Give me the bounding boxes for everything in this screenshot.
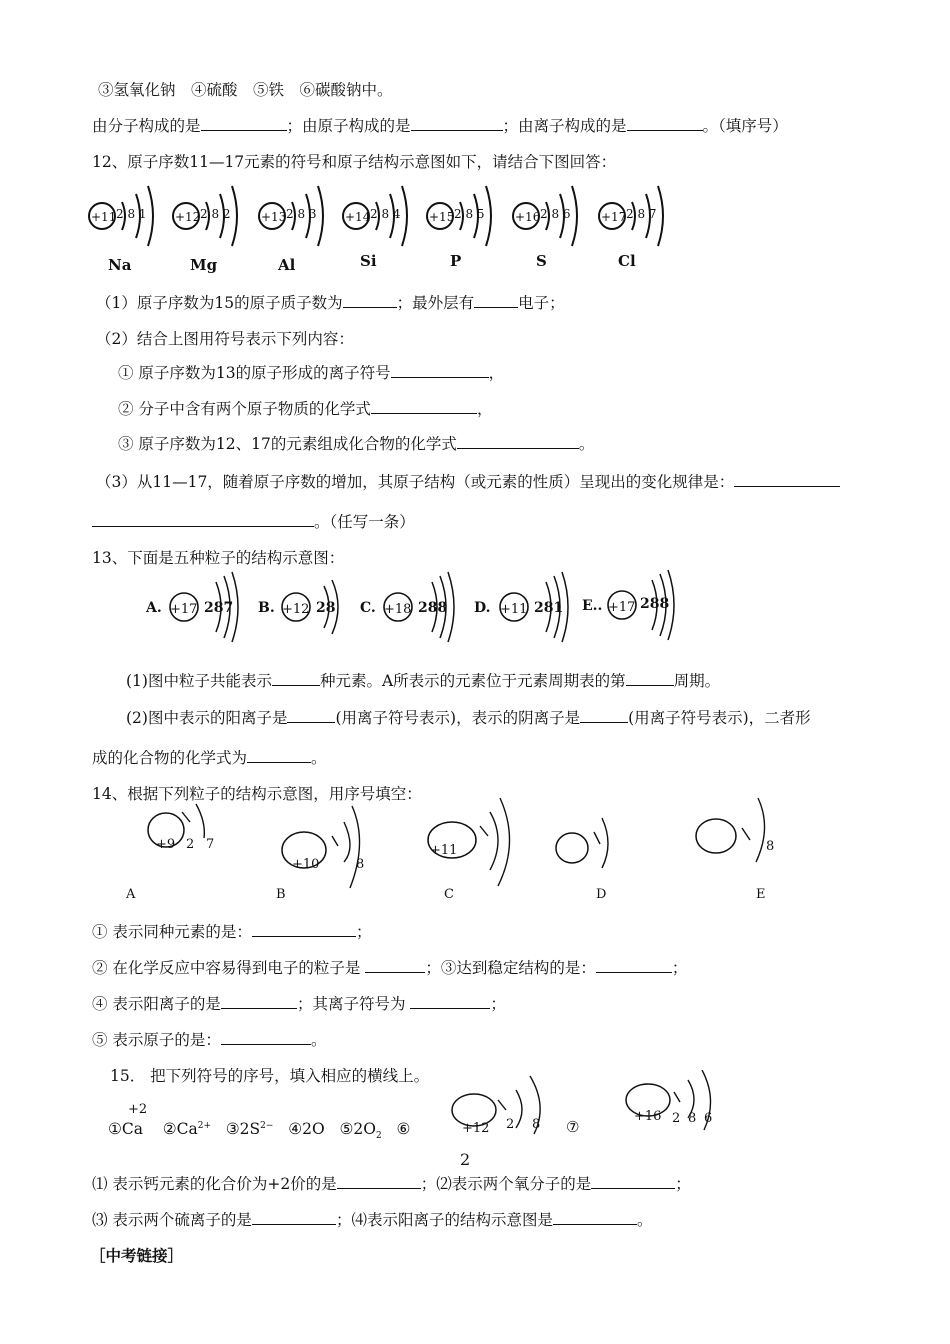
- nucleus-label: +11: [91, 210, 117, 224]
- svg-text:+12: +12: [462, 1121, 490, 1136]
- atom-na: [89, 186, 153, 274]
- text: 成的化合物的化学式为: [92, 749, 248, 767]
- text: （3）从11—17，随着原子序数的增加，其原子结构（或元素的性质）呈现出的变化规律是：: [96, 473, 735, 491]
- symbol-3: ③2S: [225, 1120, 261, 1138]
- text: ；⑵表示两个氧分子的是: [420, 1175, 592, 1193]
- svg-text:2: 2: [672, 1111, 681, 1126]
- page-number: 2: [460, 1150, 471, 1169]
- text: ；其离子符号为: [296, 995, 411, 1013]
- svg-text:2: 2: [506, 1117, 515, 1132]
- q13-p2: [126, 706, 811, 728]
- valence-mark: +2: [128, 1102, 148, 1117]
- svg-text:8: 8: [532, 1117, 541, 1132]
- particle-c: [360, 572, 454, 642]
- text: ；⑷表示阳离子的结构示意图是: [335, 1211, 553, 1229]
- symbol-2-charge: 2+: [197, 1120, 211, 1131]
- text: 。: [636, 1211, 653, 1229]
- answer-blank[interactable]: [343, 293, 397, 308]
- q15-diagrams: [448, 1070, 728, 1160]
- answer-blank[interactable]: [734, 472, 840, 487]
- option-line: ③氢氧化钠 ④硫酸 ⑤铁 ⑥碳酸钠中。: [98, 81, 393, 99]
- svg-text:2 8 3: 2 8 3: [286, 207, 317, 221]
- structure-question: [92, 114, 788, 136]
- answer-blank[interactable]: [553, 1210, 637, 1225]
- svg-text:+16: +16: [634, 1109, 662, 1124]
- svg-text:+11: +11: [500, 602, 528, 617]
- q12-p2: （2）结合上图用符号表示下列内容：: [96, 330, 354, 348]
- atom-si: [343, 186, 407, 270]
- text: (用离子符号表示)，二者形: [628, 709, 811, 727]
- text: ；: [490, 995, 506, 1013]
- answer-blank[interactable]: [92, 512, 314, 527]
- answer-blank[interactable]: [410, 994, 490, 1009]
- shell-electrons: 2 8 1: [116, 207, 147, 221]
- svg-text:287: 287: [204, 600, 234, 616]
- svg-text:8: 8: [766, 839, 775, 854]
- text: ⑶ 表示两个硫离子的是: [92, 1211, 252, 1229]
- option-label: E: [756, 887, 766, 902]
- answer-blank[interactable]: [337, 1174, 421, 1189]
- symbol-2: ②Ca: [162, 1120, 198, 1138]
- text: 。: [310, 1031, 327, 1049]
- svg-text:+11: +11: [430, 843, 458, 858]
- svg-text:Al: Al: [278, 256, 296, 274]
- q14-q4: [92, 992, 506, 1014]
- atom-al: [259, 186, 323, 274]
- q15-diagram-6: [452, 1076, 540, 1136]
- symbol-6: ⑥: [396, 1120, 411, 1138]
- answer-blank[interactable]: [627, 116, 703, 131]
- text: ⑤ 表示原子的是：: [92, 1031, 221, 1049]
- svg-text:28: 28: [316, 600, 336, 616]
- particle-diagrams-q14: [110, 792, 810, 904]
- q14-q2: [92, 956, 687, 978]
- svg-text:+15: +15: [429, 210, 455, 224]
- q14-q5: [92, 1028, 326, 1050]
- svg-text:+16: +16: [515, 210, 541, 224]
- answer-blank[interactable]: [411, 116, 503, 131]
- svg-text:S: S: [536, 252, 547, 270]
- text: (1)图中粒子共能表示: [126, 672, 272, 690]
- q15-diagram-7: [626, 1070, 712, 1130]
- svg-text:+10: +10: [292, 857, 320, 872]
- atom-p: [427, 186, 491, 270]
- q12-p2b: [118, 397, 492, 419]
- particle-diagrams-a-e: [140, 568, 680, 648]
- svg-text:Mg: Mg: [190, 256, 218, 274]
- svg-text:7: 7: [206, 837, 215, 852]
- text: ⑴ 表示钙元素的化合价为+2价的是: [92, 1175, 337, 1193]
- svg-text:Si: Si: [360, 252, 377, 270]
- option-label: C: [444, 887, 454, 902]
- text: 由分子构成的是: [92, 117, 201, 135]
- text: ；③达到稳定结构的是：: [425, 959, 596, 977]
- answer-blank[interactable]: [474, 293, 518, 308]
- answer-blank[interactable]: [287, 708, 335, 723]
- svg-text:A.: A.: [146, 600, 162, 616]
- answer-blank[interactable]: [580, 708, 628, 723]
- symbol-7: ⑦: [566, 1118, 580, 1136]
- svg-text:8: 8: [688, 1111, 697, 1126]
- q14-b: [276, 806, 364, 902]
- symbol-list: [108, 1120, 410, 1141]
- text: ，: [488, 364, 505, 382]
- q12-p2a: [118, 361, 504, 383]
- particle-b: [258, 580, 338, 634]
- option-label: D: [596, 887, 607, 902]
- atom-s: [513, 186, 577, 270]
- particle-e: [582, 570, 674, 640]
- text: ，: [476, 400, 493, 418]
- svg-text:+17: +17: [608, 600, 636, 615]
- answer-blank[interactable]: [596, 958, 672, 973]
- text: ；: [675, 1175, 691, 1193]
- svg-text:C.: C.: [360, 600, 376, 616]
- symbol-5-subscript: 2: [375, 1131, 382, 1142]
- atom-cl: [599, 186, 663, 270]
- svg-text:281: 281: [534, 600, 564, 616]
- svg-text:8: 8: [356, 857, 365, 872]
- answer-blank[interactable]: [365, 958, 425, 973]
- text: ① 原子序数为13的原子形成的离子符号: [118, 364, 391, 382]
- svg-text:2 8 5: 2 8 5: [454, 207, 485, 221]
- svg-text:6: 6: [704, 1111, 713, 1126]
- text: 。: [578, 435, 595, 453]
- atom-mg: [173, 186, 237, 274]
- option-label: B: [276, 887, 286, 902]
- svg-text:D.: D.: [474, 600, 491, 616]
- symbol-4: ④2O: [288, 1120, 325, 1138]
- answer-blank[interactable]: [247, 748, 311, 763]
- text: ④ 表示阳离子的是: [92, 995, 221, 1013]
- answer-blank[interactable]: [591, 1174, 675, 1189]
- text: （1）原子序数为15的原子质子数为: [96, 294, 343, 312]
- particle-a: [145, 572, 238, 642]
- q15-title: 15． 把下列符号的序号，填入相应的横线上。: [110, 1067, 430, 1085]
- particle-d: [474, 572, 568, 642]
- nucleus-label: +9: [156, 837, 176, 852]
- svg-text:+17: +17: [170, 602, 198, 617]
- svg-text:+13: +13: [261, 210, 287, 224]
- text: ② 分子中含有两个原子物质的化学式: [118, 400, 371, 418]
- text: ① 表示同种元素的是：: [92, 923, 252, 941]
- q12-p1: [96, 291, 565, 313]
- text: 电子；: [518, 294, 565, 312]
- text: ② 在化学反应中容易得到电子的粒子是: [92, 959, 366, 977]
- symbol-3-charge: 2−: [260, 1120, 274, 1131]
- q13-p3: [92, 746, 327, 768]
- text: (2)图中表示的阳离子是: [126, 709, 288, 727]
- text: ；: [355, 923, 372, 941]
- answer-blank[interactable]: [391, 363, 489, 378]
- text: 。（任写一条）: [314, 513, 415, 531]
- q12-p3-cont: [92, 510, 415, 532]
- section-heading: ［中考链接］: [90, 1246, 184, 1265]
- answer-blank[interactable]: [371, 399, 477, 414]
- element-symbol: Na: [108, 256, 132, 274]
- svg-text:288: 288: [418, 600, 448, 616]
- q14-e: [696, 798, 774, 902]
- text: 。（填序号）: [702, 117, 788, 135]
- svg-text:P: P: [450, 252, 462, 270]
- q15-a2: [92, 1208, 652, 1230]
- q14-a: [125, 804, 214, 902]
- option-label: A: [126, 887, 136, 902]
- q12-p2c: [118, 432, 594, 454]
- q14-d: [556, 818, 608, 902]
- svg-text:2: 2: [186, 837, 195, 852]
- text: ③ 原子序数为12、17的元素组成化合物的化学式: [118, 435, 457, 453]
- svg-text:2 8 6: 2 8 6: [540, 207, 571, 221]
- q12-p3: [96, 470, 840, 492]
- svg-text:+14: +14: [345, 210, 371, 224]
- text: ；最外层有: [396, 294, 475, 312]
- svg-text:E..: E..: [582, 598, 603, 614]
- answer-blank[interactable]: [457, 434, 579, 449]
- answer-blank[interactable]: [201, 116, 287, 131]
- symbol-1: ①Ca: [108, 1120, 143, 1138]
- text: ；由原子构成的是: [286, 117, 411, 135]
- svg-text:+18: +18: [384, 602, 412, 617]
- svg-text:288: 288: [640, 596, 670, 612]
- answer-blank[interactable]: [221, 1030, 311, 1045]
- q14-q1: [92, 920, 371, 942]
- text: 种元素。A所表示的元素位于元素周期表的第: [319, 672, 626, 690]
- svg-text:2 8 7: 2 8 7: [626, 207, 657, 221]
- answer-blank[interactable]: [626, 671, 674, 686]
- q14-c: [428, 798, 510, 902]
- symbol-5: ⑤2O: [339, 1120, 376, 1138]
- q13-title: 13、下面是五种粒子的结构示意图：: [92, 549, 345, 567]
- q13-p1: [126, 669, 720, 691]
- answer-blank[interactable]: [252, 922, 356, 937]
- svg-text:+12: +12: [282, 602, 310, 617]
- text: ；: [671, 959, 688, 977]
- svg-text:+17: +17: [601, 210, 627, 224]
- svg-text:2 8 2: 2 8 2: [200, 207, 231, 221]
- q14-title: 14、根据下列粒子的结构示意图，用序号填空：: [92, 785, 422, 803]
- atom-diagrams-11-17: [86, 178, 686, 278]
- q12-title: 12、原子序数11—17元素的符号和原子结构示意图如下，请结合下图回答：: [92, 153, 617, 171]
- svg-text:2 8 4: 2 8 4: [370, 207, 401, 221]
- text: ；由离子构成的是: [502, 117, 627, 135]
- svg-text:Cl: Cl: [618, 252, 636, 270]
- q15-a1: [92, 1172, 691, 1194]
- answer-blank[interactable]: [272, 671, 320, 686]
- answer-blank[interactable]: [252, 1210, 336, 1225]
- answer-blank[interactable]: [221, 994, 297, 1009]
- svg-text:+12: +12: [175, 210, 201, 224]
- text: 。: [311, 749, 327, 767]
- text: 周期。: [673, 672, 721, 690]
- text: (用离子符号表示)，表示的阴离子是: [335, 709, 581, 727]
- svg-text:B.: B.: [258, 600, 275, 616]
